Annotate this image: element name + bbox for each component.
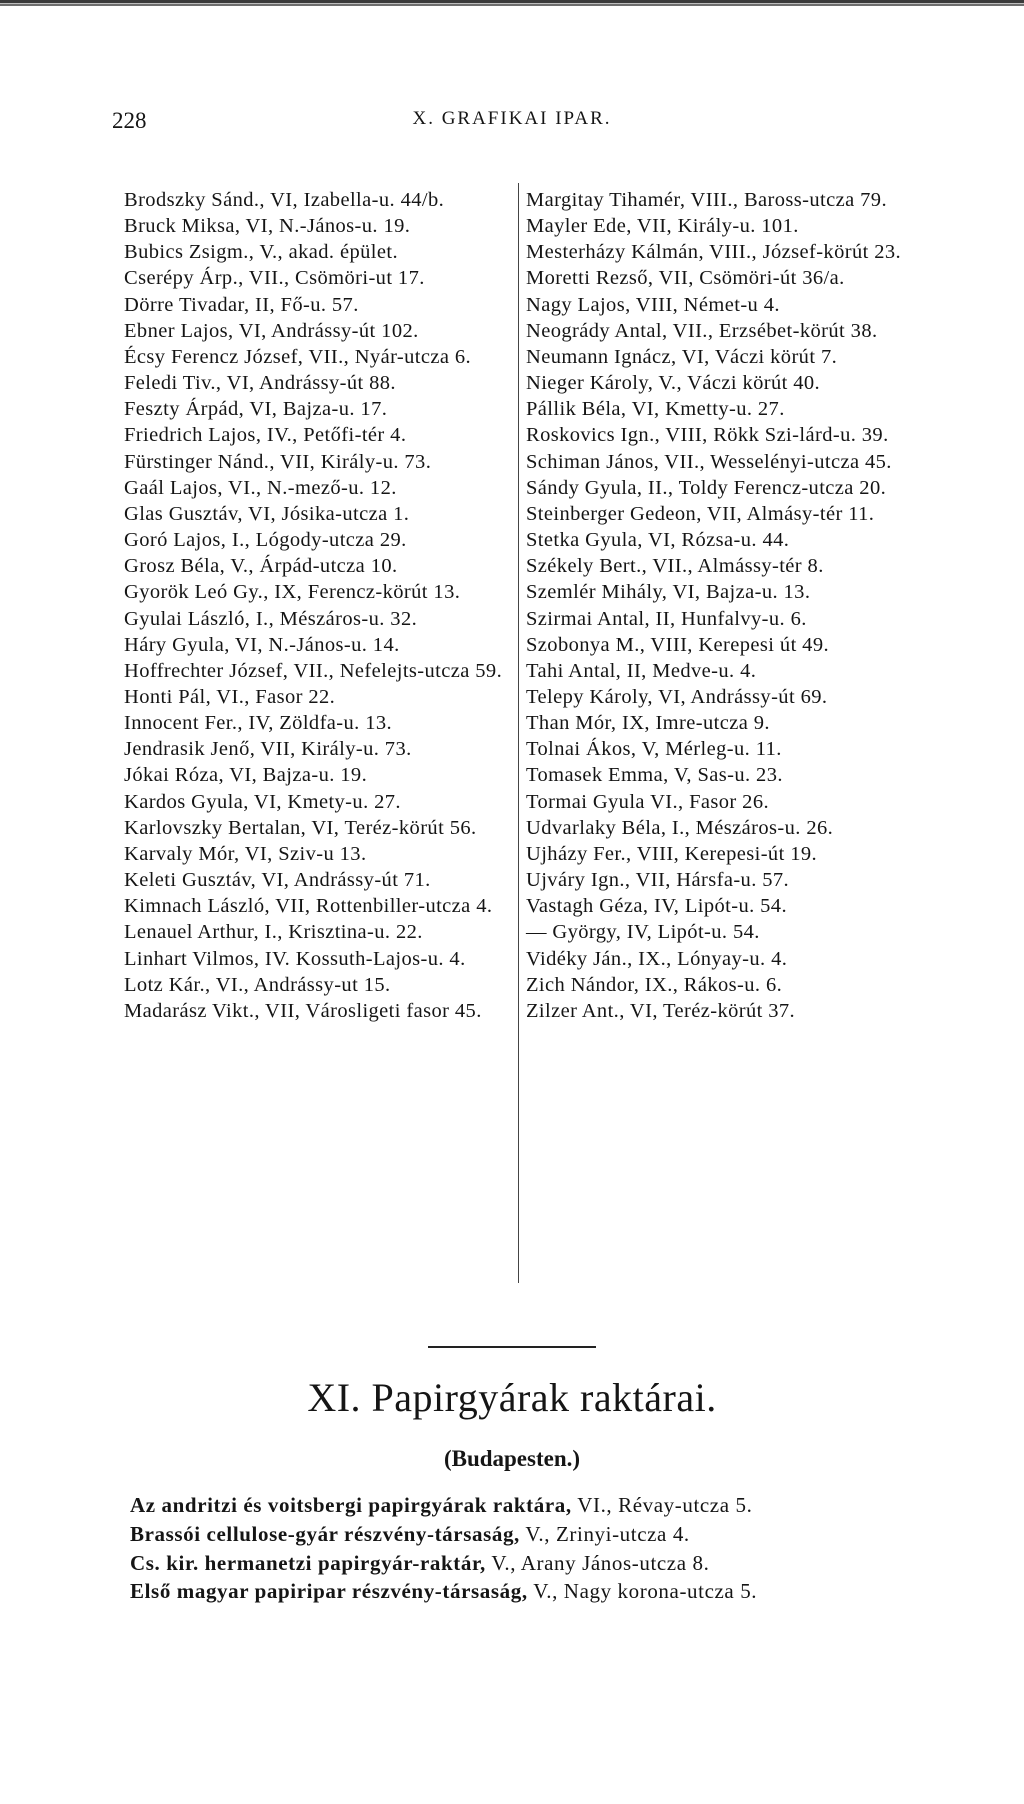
list-item: Stetka Gyula, VI, Rózsa-u. 44. <box>526 529 790 552</box>
warehouse-list <box>130 1491 922 1606</box>
list-item: Zich Nándor, IX., Rákos-u. 6. <box>526 973 783 996</box>
list-item: Ebner Lajos, VI, Andrássy-út 102. <box>124 319 419 342</box>
list-item: Bubics Zsigm., V., akad. épület. <box>124 241 398 264</box>
list-item: Székely Bert., VII., Almássy-tér 8. <box>526 555 824 578</box>
warehouse-name: Első magyar papiripar részvény-társaság, <box>130 1579 528 1604</box>
list-item <box>130 1549 922 1578</box>
list-item: Neumann Ignácz, VI, Váczi körút 7. <box>526 345 838 368</box>
list-item: Keleti Gusztáv, VI, Andrássy-út 71. <box>124 869 431 892</box>
list-item: Pállik Béla, VI, Kmetty-u. 27. <box>526 398 785 421</box>
list-item: Feszty Árpád, VI, Bajza-u. 17. <box>124 398 388 421</box>
list-item: Roskovics Ign., VIII, Rökk Szi-lárd-u. 39. <box>526 424 889 447</box>
list-item <box>130 1491 922 1520</box>
list-item: Tormai Gyula VI., Fasor 26. <box>526 790 769 813</box>
warehouse-address: VI., Révay-utcza 5. <box>571 1493 753 1517</box>
list-item: Hoffrechter József, VII., Nefelejts-utcza 59. <box>124 659 503 682</box>
warehouse-address: V., Nagy korona-utcza 5. <box>527 1579 758 1604</box>
list-item: Karvaly Mór, VI, Sziv-u 13. <box>124 842 367 865</box>
list-item: Gyulai László, I., Mészáros-u. 32. <box>124 607 418 630</box>
list-item: Écsy Ferencz József, VII., Nyár-utcza 6. <box>124 345 472 368</box>
warehouse-address: V., Zrinyi-utcza 4. <box>519 1521 690 1546</box>
list-item: Lotz Kár., VI., Andrássy-ut 15. <box>124 973 391 996</box>
list-item: Háry Gyula, VI, N.-János-u. 14. <box>124 633 400 656</box>
list-item: Goró Lajos, I., Lógody-utcza 29. <box>124 529 407 552</box>
chapter-title: XI. Papirgyárak raktárai. <box>307 1375 717 1420</box>
list-item: Vidéky Ján., IX., Lónyay-u. 4. <box>526 947 788 970</box>
list-item: Sándy Gyula, II., Toldy Ferencz-utcza 20. <box>526 476 887 499</box>
list-item: Udvarlaky Béla, I., Mészáros-u. 26. <box>526 816 834 839</box>
list-item: Margitay Tihamér, VIII., Baross-utcza 79. <box>526 189 887 211</box>
top-edge-rule <box>0 0 1024 9</box>
list-item: Innocent Fer., IV, Zöldfa-u. 13. <box>124 712 393 735</box>
list-item: Grosz Béla, V., Árpád-utcza 10. <box>124 555 398 578</box>
list-item: Cserépy Árp., VII., Csömöri-ut 17. <box>124 267 425 290</box>
section-separator-rule <box>428 1346 596 1348</box>
list-item: Moretti Rezső, VII, Csömöri-út 36/a. <box>526 267 845 290</box>
list-item: Kimnach László, VII, Rottenbiller-utcza 4. <box>124 895 493 918</box>
list-item: Lenauel Arthur, I., Krisztina-u. 22. <box>124 921 423 944</box>
list-item: Linhart Vilmos, IV. Kossuth-Lajos-u. 4. <box>124 947 466 970</box>
warehouse-name: Cs. kir. hermanetzi papirgyár-raktár, <box>130 1550 486 1575</box>
list-item: Nieger Károly, V., Váczi körút 40. <box>526 372 821 395</box>
list-item: Gaál Lajos, VI., N.-mező-u. 12. <box>124 476 397 499</box>
warehouse-name: Brassói cellulose-gyár részvény-társaság, <box>130 1521 520 1546</box>
list-item: Zilzer Ant., VI, Teréz-körút 37. <box>526 999 796 1022</box>
chapter-subtitle: (Budapesten.) <box>443 1446 581 1471</box>
list-item: Than Mór, IX, Imre-utcza 9. <box>526 712 770 735</box>
list-item: Dörre Tivadar, II, Fő-u. 57. <box>124 293 359 316</box>
list-item: Brodszky Sánd., VI, Izabella-u. 44/b. <box>124 189 445 211</box>
list-item <box>130 1577 922 1606</box>
list-item: Nagy Lajos, VIII, Német-u 4. <box>526 293 780 316</box>
list-item: Vastagh Géza, IV, Lipót-u. 54. <box>526 895 787 918</box>
list-item: Szobonya M., VIII, Kerepesi út 49. <box>526 633 830 656</box>
list-item: Fürstinger Nánd., VII, Király-u. 73. <box>124 450 432 473</box>
list-item: Glas Gusztáv, VI, Jósika-utcza 1. <box>124 502 410 525</box>
warehouse-name: Az andritzi és voitsbergi papirgyárak raktára, <box>130 1493 572 1517</box>
list-item: Karlovszky Bertalan, VI, Teréz-körút 56. <box>124 816 477 839</box>
list-item: Mayler Ede, VII, Király-u. 101. <box>526 215 799 238</box>
list-item: Kardos Gyula, VI, Kmety-u. 27. <box>124 790 401 813</box>
list-item: Gyorök Leó Gy., IX, Ferencz-körút 13. <box>124 581 461 604</box>
list-item: Tomasek Emma, V, Sas-u. 23. <box>526 764 783 787</box>
left-column-list <box>124 187 510 1024</box>
list-item: Tolnai Ákos, V, Mérleg-u. 11. <box>526 738 782 761</box>
list-item: Honti Pál, VI., Fasor 22. <box>124 685 336 708</box>
list-item: Szemlér Mihály, VI, Bajza-u. 13. <box>526 581 811 604</box>
list-item: Tahi Antal, II, Medve-u. 4. <box>526 659 757 682</box>
page-number: 228 <box>112 108 147 133</box>
list-item: Jendrasik Jenő, VII, Király-u. 73. <box>124 738 412 761</box>
list-item: Telepy Károly, VI, Andrássy-út 69. <box>526 685 828 708</box>
list-item: Feledi Tiv., VI, Andrássy-út 88. <box>124 372 396 395</box>
section-title: X. GRAFIKAI IPAR. <box>412 108 612 129</box>
list-item: Szirmai Antal, II, Hunfalvy-u. 6. <box>526 607 807 630</box>
warehouse-address: V., Arany János-utcza 8. <box>485 1550 710 1575</box>
right-column-list <box>526 187 926 1024</box>
page-header <box>0 108 1024 136</box>
list-item: Bruck Miksa, VI, N.-János-u. 19. <box>124 215 411 238</box>
list-item: Friedrich Lajos, IV., Petőfi-tér 4. <box>124 424 407 447</box>
list-item: Jókai Róza, VI, Bajza-u. 19. <box>124 764 368 787</box>
list-item <box>130 1520 922 1549</box>
column-divider <box>518 183 519 1283</box>
list-item: Steinberger Gedeon, VII, Almásy-tér 11. <box>526 502 875 525</box>
list-item: — György, IV, Lipót-u. 54. <box>526 921 760 944</box>
list-item: Mesterházy Kálmán, VIII., József-körút 23. <box>526 241 902 264</box>
list-item: Ujházy Fer., VIII, Kerepesi-út 19. <box>526 842 818 865</box>
list-item: Neogrády Antal, VII., Erzsébet-körút 38. <box>526 319 878 342</box>
list-item: Madarász Vikt., VII, Városligeti fasor 45. <box>124 999 482 1022</box>
list-item: Ujváry Ign., VII, Hársfa-u. 57. <box>526 869 790 892</box>
list-item: Schiman János, VII., Wesselényi-utcza 45. <box>526 450 892 473</box>
